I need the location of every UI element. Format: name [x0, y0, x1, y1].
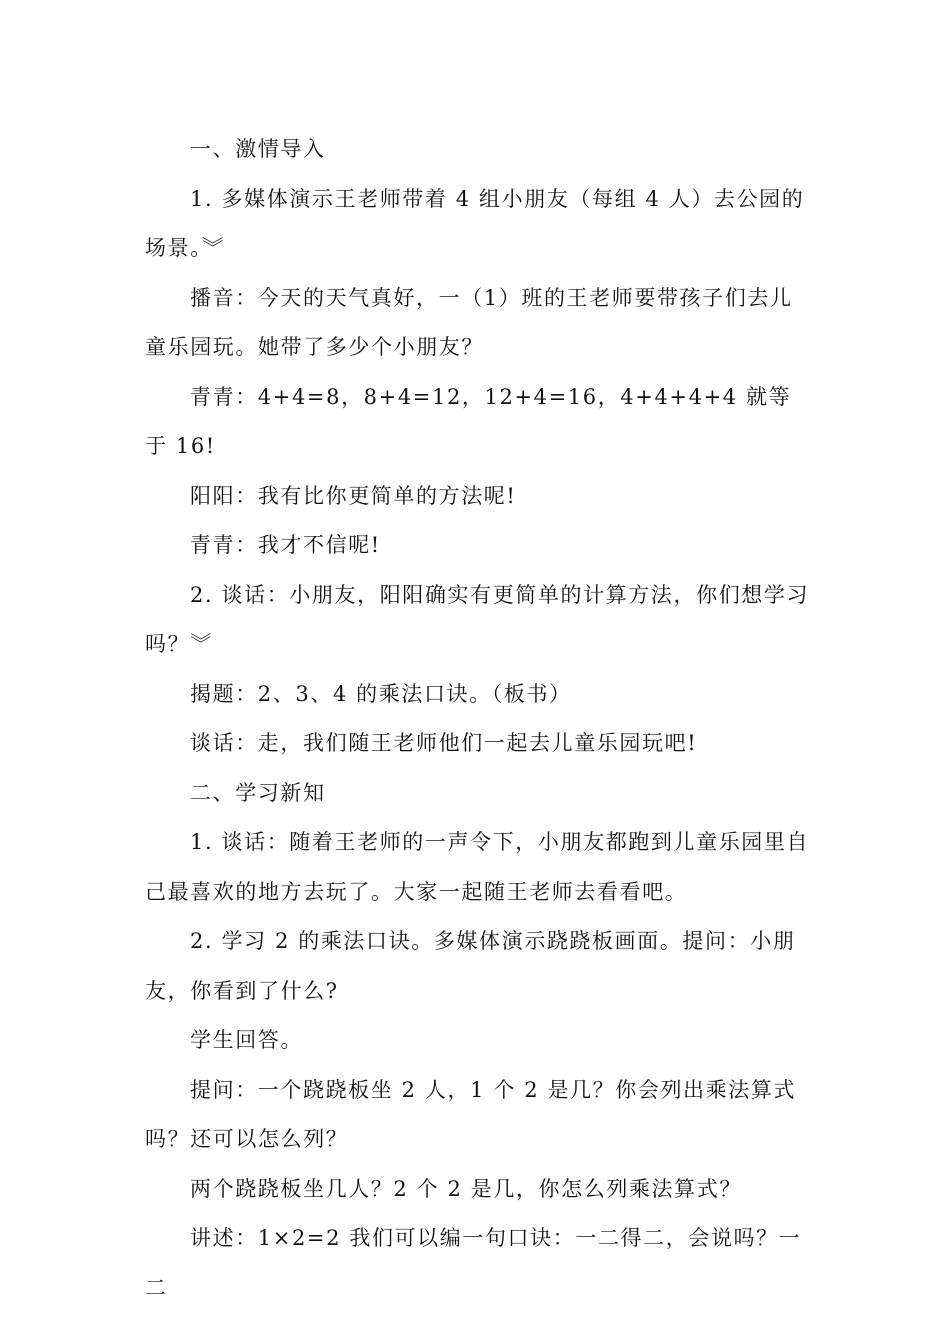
paragraph-qingqing-doubt: 青青：我才不信呢! [190, 533, 381, 557]
paragraph-question-one-seesaw: 提问：一个跷跷板坐 2 人，1 个 2 是几？你会列出乘法算式吗？还可以怎么列？ [145, 1077, 797, 1151]
paragraph-qingqing-sum: 青青：4+4=8，8+4=12，12+4=16，4+4+4+4 就等于 16! [145, 384, 792, 458]
paragraph-talk-simpler-method: 2. 谈话：小朋友，阳阳确实有更简单的计算方法，你们想学习吗？︾ [145, 582, 810, 656]
paragraph-student-answer: 学生回答。 [190, 1028, 303, 1052]
section-heading-intro: 一、激情导入 [190, 137, 326, 161]
paragraph-multimedia-park: 1. 多媒体演示王老师带着 4 组小朋友（每组 4 人）去公园的场景。︾ [145, 186, 805, 260]
paragraph-broadcast: 播音：今天的天气真好，一（1）班的王老师要带孩子们去儿童乐园玩。她带了多少个小朋友？ [145, 285, 793, 359]
document-body [145, 125, 811, 1313]
paragraph-explain-rhyme: 讲述：1×2=2 我们可以编一句口诀：一二得二，会说吗？一二 [145, 1226, 802, 1300]
section-heading-new-knowledge: 二、学习新知 [190, 780, 326, 805]
paragraph-question-two-seesaws: 两个跷跷板坐几人？2 个 2 是几，你怎么列乘法算式？ [190, 1176, 742, 1201]
paragraph-talk-go-park: 谈话：走，我们随王老师他们一起去儿童乐园玩吧! [190, 731, 698, 755]
paragraph-topic-reveal: 揭题：2、3、4 的乘法口诀。（板书） [190, 681, 572, 706]
paragraph-yangyang-reply: 阳阳：我有比你更简单的方法呢! [190, 483, 517, 508]
paragraph-learn-two-table: 2. 学习 2 的乘法口诀。多媒体演示跷跷板画面。提问：小朋友，你看到了什么? [145, 929, 796, 1003]
paragraph-talk-teacher-command: 1. 谈话：随着王老师的一声令下，小朋友都跑到儿童乐园里自己最喜欢的地方去玩了。大家一起随王老师去看看吧。 [145, 830, 810, 904]
